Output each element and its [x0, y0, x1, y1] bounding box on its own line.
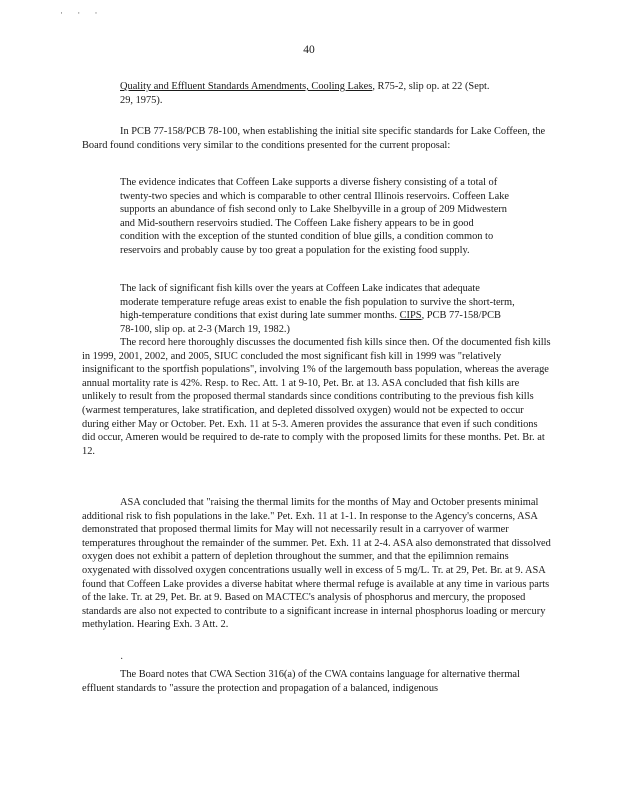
- quote-text: The lack of significant fish kills over the years at Coffeen Lake indicates that adequate moderate temperature refuge areas exist to enable the fish population to survive the short-term, high-temperature conditions that exist during late summer months.: [120, 283, 515, 322]
- citation-title: Quality and Effluent Standards Amendments, Cooling Lakes: [120, 81, 373, 92]
- scan-artifact-mark: · · ·: [60, 8, 104, 18]
- quote-cite-rest: , PCB 77-158/PCB 78-100, slip op. at 2-3 (March 19, 1982.): [120, 310, 501, 335]
- paragraph-fish-kills: The record here thoroughly discusses the documented fish kills since then. Of the documented fish kills in 1999, 2001, 2002, and 2005, SIUC concluded the most significant fish kill in 1999 was "relatively insignificant to the sportfish populations", involving 1% of the largemouth bass population, whereas the average annual mortality rate is 42%. Resp. to Rec. Att. 1 at 9-10, Pet. Br. at 13. ASA concluded that fish kills are unlikely to result from the proposed thermal standards since conditions contributing to the previous fish kills (warmest temperatures, lake stratification, and depleted dissolved oxygen) would not be expected to occur during either May or October. Pet. Exh. 11 at 5-3. Ameren provides the assurance that even if such conditions did occur, Ameren would be required to de-rate to comply with the proposed limits for these months. Pet. Br. at 12.: [82, 337, 551, 457]
- block-quote-fishery: The evidence indicates that Coffeen Lake supports a diverse fishery consisting of a total of twenty-two species and which is comparable to other central Illinois reservoirs. Coffeen Lake supports an abundance of fish second only to Lake Shelbyville in a group of 209 Midwestern and Mid-southern reservoirs studied. The Coffeen Lake fishery appears to be in good condition with the exception of the stunted condition of blue gills, a condition common to reservoirs and probably cause by too great a population for the existing food supply.: [120, 177, 510, 256]
- paragraph-intro: In PCB 77-158/PCB 78-100, when establishing the initial site specific standards for Lake Coffeen, the Board found conditions very similar to the conditions presented for the current proposal:: [82, 126, 546, 151]
- page-number: 40: [303, 44, 315, 56]
- citation-block: [120, 80, 500, 107]
- citation-rest: , R75-2, slip op. at 22 (Sept. 29, 1975).: [120, 81, 490, 106]
- scan-artifact-dot: ·: [120, 654, 124, 665]
- paragraph-cwa-section: The Board notes that CWA Section 316(a) of the CWA contains language for alternative thermal effluent standards to "assure the protection and propagation of a balanced, indigenous: [82, 669, 520, 694]
- block-quote-fish-kills: [120, 282, 516, 336]
- quote-cite-name: CIPS: [399, 310, 422, 322]
- paragraph-asa-conclusion: ASA concluded that "raising the thermal limits for the months of May and October presents minimal additional risk to fish populations in the lake." Pet. Exh. 11 at 1-1. In response to the Agency's concerns, ASA demonstrated that proposed thermal limits for May will not necessarily result in a carryover of warmer temperatures throughout the remainder of the summer. Pet. Exh. 11 at 2-4. ASA also demonstrated that dissolved oxygen does not exhibit a pattern of depletion throughout the summer, and that the epilimnion remains oxygenated with dissolved oxygen concentrations usually well in excess of 5 mg/L. Tr. at 29, Pet. Br. at 9. ASA found that Coffeen Lake provides a diverse habitat where thermal refuge is available at any time in various parts of the lake. Tr. at 29, Pet. Br. at 9. Based on MACTEC's analysis of phosphorus and mercury, the proposed standards are also not expected to contribute to a significant increase in internal phosphorus loading or mercury methylation. Hearing Exh. 3 Att. 2.: [82, 497, 551, 631]
